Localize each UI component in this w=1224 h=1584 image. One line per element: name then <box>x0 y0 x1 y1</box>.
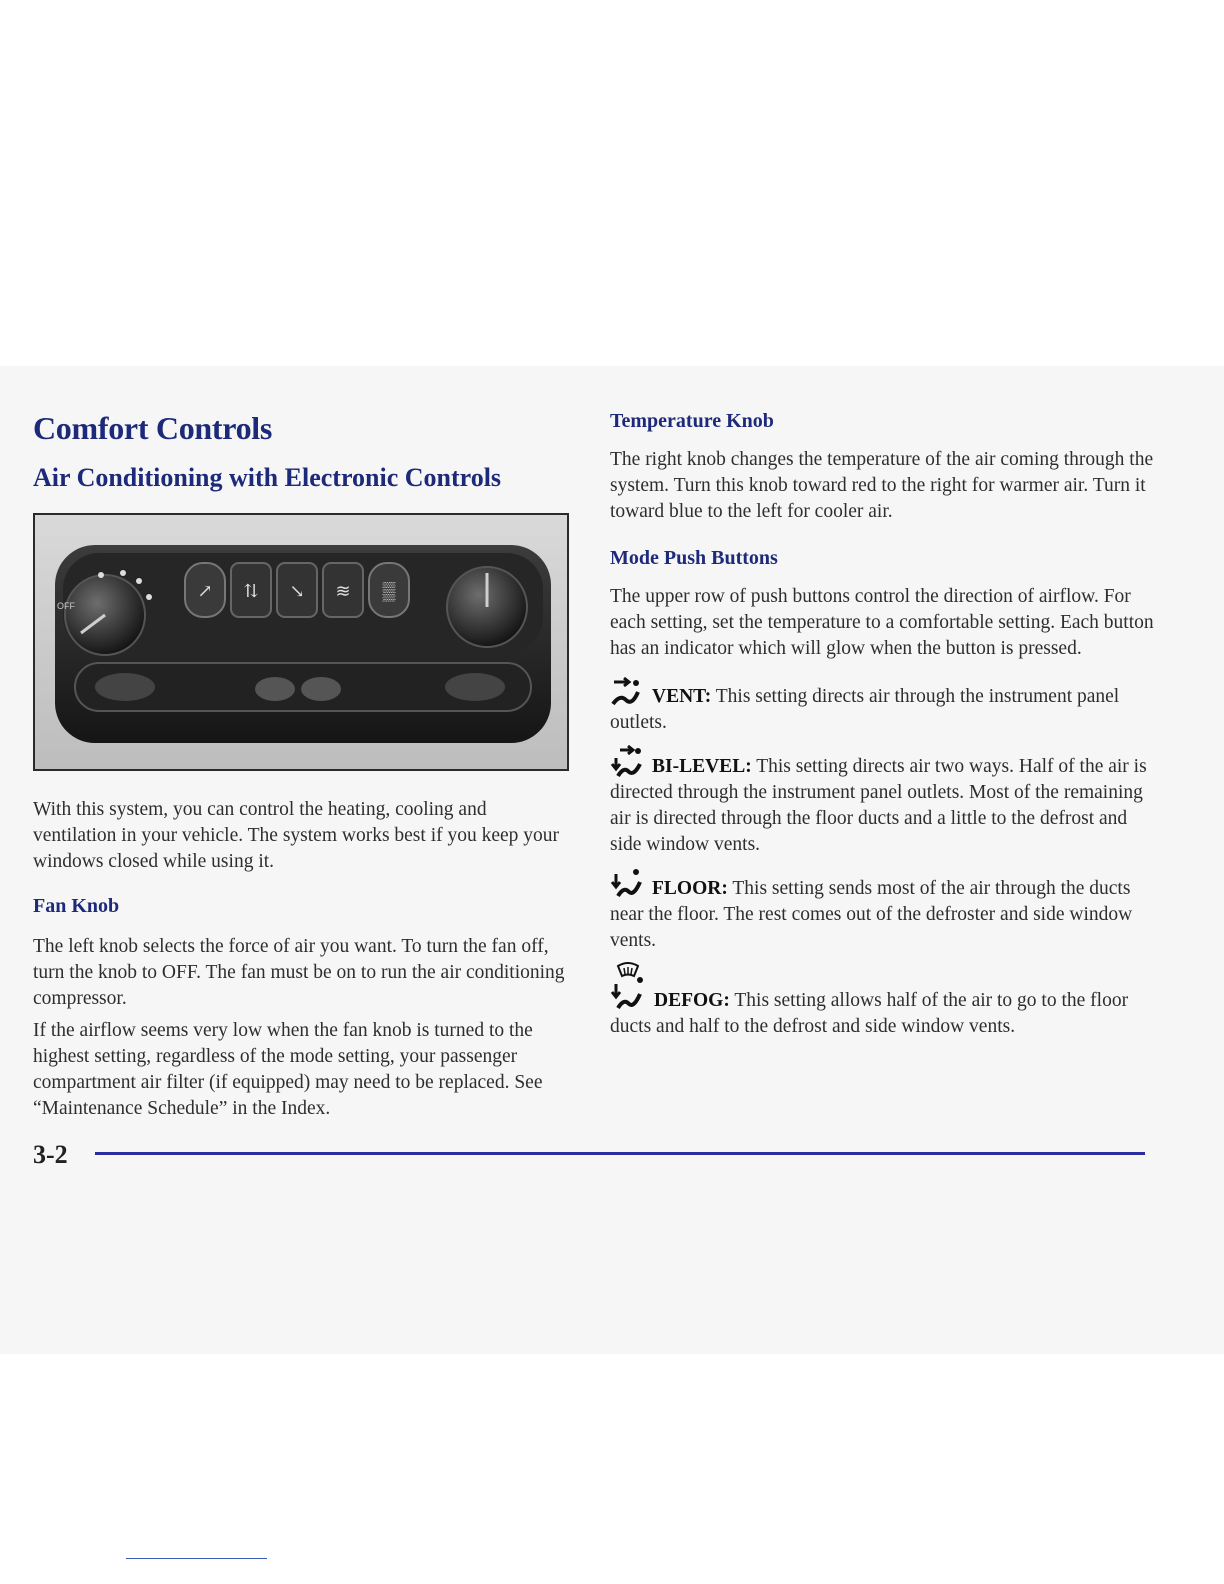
svg-text:↘: ↘ <box>289 581 305 601</box>
section-title: Air Conditioning with Electronic Controls <box>33 463 502 492</box>
fan-paragraph-2: If the airflow seems very low when the fan knob is turned to the highest setting, regardless of the mode setting, your passenger compartment air filter (if equipped) may need to be replaced. See “Maintenance Schedule” in the Index. <box>33 1020 543 1119</box>
vent-description <box>610 674 1155 736</box>
bilevel-description <box>610 744 1155 858</box>
svg-text:▒: ▒ <box>382 581 396 601</box>
svg-text:↗: ↗ <box>197 581 213 601</box>
floor-description <box>610 866 1155 954</box>
fan-paragraph-1: The left knob selects the force of air you want. To turn the fan off, turn the knob to OFF. The fan must be on to run the air conditioning compressor. <box>33 936 565 1009</box>
page-number: 3-2 <box>33 1140 68 1169</box>
right-column <box>610 410 1155 1040</box>
defog-label: DEFOG: <box>654 990 730 1011</box>
intro-paragraph: With this system, you can control the heating, cooling and ventilation in your vehicle. The system works best if you keep your windows closed while using it. <box>33 799 560 872</box>
temperature-paragraph: The right knob changes the temperature of the air coming through the system. Turn this knob toward red to the right for warmer air. Turn it toward blue to the left for cooler air. <box>610 449 1154 522</box>
left-column <box>33 410 573 1122</box>
defog-icon <box>610 962 646 1012</box>
temperature-knob-heading: Temperature Knob <box>610 410 774 432</box>
fan-off-label: OFF <box>57 601 75 611</box>
vent-icon <box>610 674 644 708</box>
climate-control-photo <box>33 513 569 771</box>
bilevel-label: BI-LEVEL: <box>652 756 752 777</box>
defog-description <box>610 962 1155 1040</box>
bottom-divider <box>126 1558 267 1559</box>
svg-text:≋: ≋ <box>335 581 351 601</box>
page-title: Comfort Controls <box>33 410 273 446</box>
vent-text: This setting directs air through the instrument panel outlets. <box>610 686 1120 733</box>
mode-buttons-row <box>185 563 409 617</box>
floor-label: FLOOR: <box>652 878 728 899</box>
climate-panel-illustration <box>35 515 567 769</box>
fan-knob-heading: Fan Knob <box>33 895 120 917</box>
bilevel-text: This setting directs air two ways. Half of the air is directed through the instrument panel outlets. Most of the remaining air is directed through the floor ducts and a little to the defrost and side window vents. <box>610 756 1147 855</box>
svg-text:⇅: ⇅ <box>243 581 259 601</box>
footer-rule <box>95 1152 1145 1155</box>
mode-buttons-heading: Mode Push Buttons <box>610 547 778 569</box>
mode-paragraph: The upper row of push buttons control the direction of airflow. For each setting, set the temperature to a comfortable setting. Each button has an indicator which will glow when the button is pressed. <box>610 586 1154 659</box>
floor-icon <box>610 866 644 900</box>
floor-text: This setting sends most of the air through the ducts near the floor. The rest comes out of the defroster and side window vents. <box>610 878 1133 951</box>
bilevel-icon <box>610 744 644 778</box>
defog-text: This setting allows half of the air to go to the floor ducts and half to the defrost and side window vents. <box>610 990 1129 1037</box>
vent-label: VENT: <box>652 686 712 707</box>
